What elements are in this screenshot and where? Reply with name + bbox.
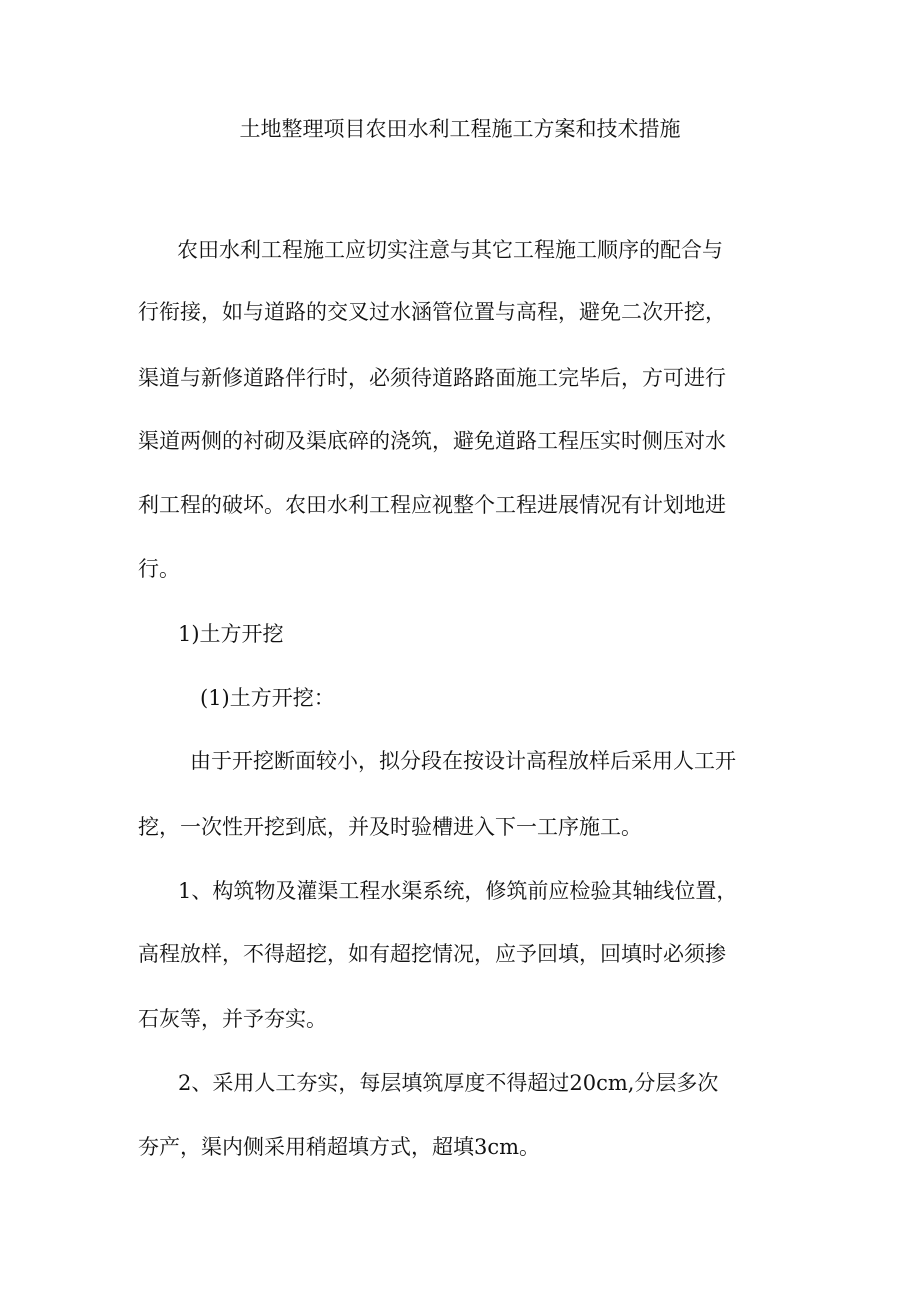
- paragraph-line: 行。: [138, 557, 180, 581]
- list-item-line: 高程放样，不得超挖，如有超挖情况，应予回填，回填时必须掺: [138, 942, 726, 966]
- document-title: 土地整理项目农田水利工程施工方案和技术措施: [239, 117, 681, 141]
- paragraph-line: 挖，一次性开挖到底，并及时验槽进入下一工序施工。: [138, 815, 642, 839]
- list-item-line: 石灰等，并予夯实。: [138, 1007, 327, 1031]
- paragraph-line: 渠道与新修道路伴行时，必须待道路路面施工完毕后，方可进行: [138, 366, 726, 390]
- subsection-heading: (1)土方开挖：: [200, 686, 335, 710]
- paragraph-line: 农田水利工程施工应切实注意与其它工程施工顺序的配合与: [177, 238, 723, 262]
- list-item-line: 1、构筑物及灌渠工程水渠系统，修筑前应检验其轴线位置，: [178, 879, 738, 903]
- paragraph-line: 渠道两侧的衬砌及渠底碎的浇筑，避免道路工程压实时侧压对水: [138, 429, 726, 453]
- list-item-line: 夯产，渠内侧采用稍超填方式，超填3cm。: [138, 1135, 541, 1159]
- list-item-line: 2、采用人工夯实，每层填筑厚度不得超过20cm,分层多次: [178, 1071, 719, 1095]
- section-heading: 1)土方开挖: [178, 622, 284, 646]
- paragraph-line: 利工程的破坏。农田水利工程应视整个工程进展情况有计划地进: [138, 493, 726, 517]
- paragraph-line: 行衔接，如与道路的交叉过水涵管位置与高程，避免二次开挖，: [138, 300, 726, 324]
- paragraph-line: 由于开挖断面较小，拟分段在按设计高程放样后采用人工开: [190, 749, 736, 773]
